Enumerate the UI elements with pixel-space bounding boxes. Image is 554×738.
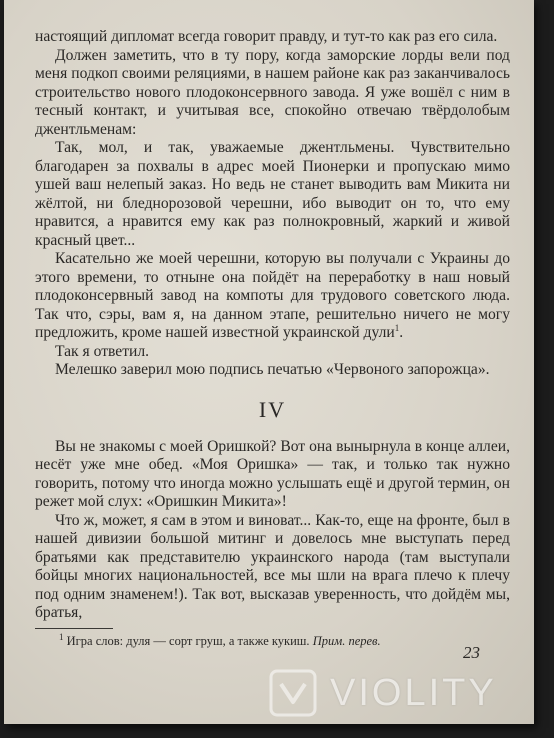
paragraph-with-footnote: Касательно же моей черешни, которую вы получали с Украины до этого времени, то отныне она пойдёт на переработку в наш новый плодоконсервный завод на компоты для трудового советского люда. Так что, сэры, вам я, на данном этапе, решительно ничего не могу предложить, кроме нашей известной украинской дули$^1$. xyxy=(35,250,510,341)
paragraph: настоящий дипломат всегда говорит правду, и тут-то как раз его сила. xyxy=(35,28,498,45)
chapter-heading: IV xyxy=(258,396,287,422)
footnote xyxy=(59,631,479,649)
footnote-text: Игра слов: дуля — сорт груш, а также кукиш. xyxy=(66,634,310,648)
footnote-note: Прим. перев. xyxy=(312,634,381,648)
paragraph: Вы не знакомы с моей Оришкой? Вот она вынырнула в конце аллеи, несёт уже мне обед. «Моя Оришка» — так, и только так нужно говорить, потому что иногда можно услышать ещё и другой термин, он режет мой слух: «Оришкин Микита»! xyxy=(35,437,510,510)
paragraph-text: Касательно же моей черешни, которую вы получали с Украины до этого времени, то отныне она пойдёт на переработку в наш новый плодоконсервный завод на компоты для трудового советского люда. Так что, сэры, вам я, на данном этапе, решительно ничего не могу предложить, кроме нашей известной украинской дули xyxy=(35,250,510,341)
footnote-divider xyxy=(35,628,113,629)
main-text xyxy=(35,28,510,623)
footnote-number: 1 xyxy=(59,631,64,642)
watermark-text: VIOLITY xyxy=(330,672,497,714)
paragraph: Так я ответил. xyxy=(55,342,150,360)
violity-logo-icon xyxy=(268,668,318,718)
paragraph: Что ж, может, я сам в этом и виноват... Как-то, еще на фронте, был в нашей дивизии большой митинг и довелось мне выступать перед братьями как представителю украинского народа (там выступали бойцы многих национальностей, все мы шли на врага плечо к плечу под одним знаменем!). Так вот, высказав уверенность, что дойдём мы, братья, xyxy=(35,511,510,621)
footnote-marker: 1 xyxy=(394,322,400,333)
watermark xyxy=(268,664,538,724)
paragraph: Должен заметить, что в ту пору, когда заморские лорды вели под меня подкоп своими реляциями, в нашем районе как раз заканчивалось строительство нового плодоконсервного завода. Я уже вошёл с ним в тесный контакт, и учитывая все, спокойно отвечаю твёрдолобым джентльменам: xyxy=(35,46,510,138)
book-page xyxy=(4,0,534,724)
paragraph: Так, мол, и так, уважаемые джентльмены. Чувствительно благодарен за похвалы в адрес моей Пионерки и пропускаю мимо ушей ваш нелепый заказ. Но ведь не станет выводить вам Микита ни жёлтой, ни бледнорозовой черешни, ибо выводит он то, что ему нравится, а нравится ему как раз полнокровный, жаркий и живой красный цвет... xyxy=(35,139,510,249)
paragraph: Мелешко заверил мою подпись печатью «Червоного запорожца». xyxy=(55,361,490,378)
page-number: 23 xyxy=(463,643,480,662)
